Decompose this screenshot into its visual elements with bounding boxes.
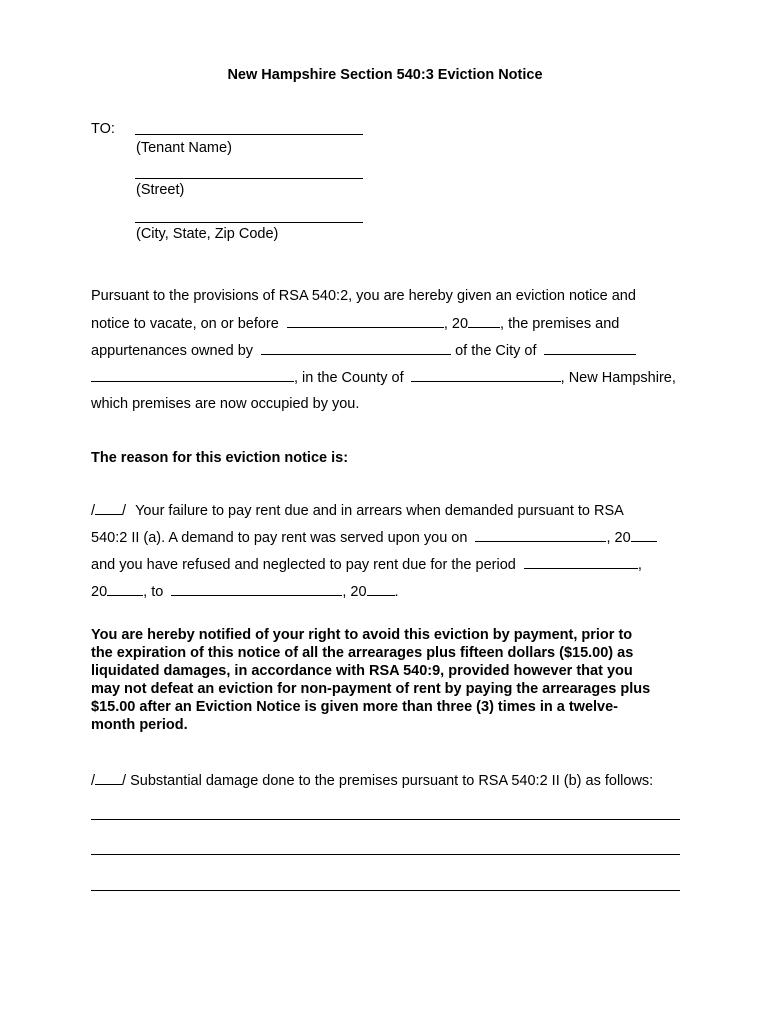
- refused-text: and you have refused and neglected to pay rent due for the period: [91, 557, 516, 573]
- new-hampshire-text: , New Hampshire,: [560, 370, 676, 386]
- demand-year-blank[interactable]: [631, 528, 657, 542]
- payment-right-notice: [91, 626, 681, 734]
- tenant-name-line[interactable]: [135, 134, 363, 135]
- demand-year-prefix: , 20: [606, 530, 631, 546]
- period-end-year-blank[interactable]: [367, 582, 395, 596]
- damage-description-line[interactable]: [91, 819, 680, 820]
- document-title: New Hampshire Section 540:3 Eviction Notice: [227, 67, 543, 83]
- notice-line: month period.: [91, 717, 188, 733]
- period-start-blank[interactable]: [524, 555, 638, 569]
- city-blank[interactable]: [544, 341, 636, 355]
- county-blank[interactable]: [411, 368, 561, 382]
- reason1-text: Your failure to pay rent due and in arrears when demanded pursuant to RSA: [135, 503, 624, 519]
- paragraph1-line1: Pursuant to the provisions of RSA 540:2, you are hereby given an eviction notice and: [91, 288, 636, 304]
- paragraph1-line3: [91, 341, 636, 360]
- demand-date-blank[interactable]: [475, 528, 606, 542]
- reason1-line3: and you have refused and neglected to pay rent due for the period ,: [91, 557, 642, 573]
- reason2-line: [91, 771, 653, 790]
- reason1-line2: [91, 528, 657, 547]
- vacate-text: notice to vacate, on or before: [91, 316, 279, 332]
- reason-heading: The reason for this eviction notice is:: [91, 450, 349, 466]
- city-state-zip-label: (City, State, Zip Code): [136, 226, 279, 242]
- tenant-name-label: (Tenant Name): [136, 140, 232, 156]
- period-end-blank[interactable]: [171, 582, 342, 596]
- notice-line: may not defeat an eviction for non-payment of rent by paying the arrearages plus: [91, 681, 651, 697]
- paragraph1-line4: [91, 368, 676, 387]
- reason2-text: Substantial damage done to the premises pursuant to RSA 540:2 II (b) as follows:: [130, 773, 654, 789]
- notice-line: $15.00 after an Eviction Notice is given more than three (3) times in a twelve-: [91, 699, 619, 715]
- notice-line: liquidated damages, in accordance with RSA 540:9, provided however that you: [91, 663, 633, 679]
- owner-blank[interactable]: [261, 341, 451, 355]
- paragraph1-line2: [91, 314, 619, 333]
- city-state-zip-line[interactable]: [135, 222, 363, 223]
- county-text: , in the County of: [294, 370, 404, 386]
- vacate-year-blank[interactable]: [468, 314, 500, 328]
- damage-description-line[interactable]: [91, 854, 680, 855]
- reason2-checkbox[interactable]: / /: [91, 773, 127, 789]
- city-continued-blank[interactable]: [91, 368, 294, 382]
- damage-description-line[interactable]: [91, 890, 680, 891]
- vacate-date-blank[interactable]: [287, 314, 444, 328]
- street-label: (Street): [136, 182, 185, 198]
- notice-line: the expiration of this notice of all the arrearages plus fifteen dollars ($15.00) as: [91, 645, 634, 661]
- notice-line: You are hereby notified of your right to avoid this eviction by payment, prior to: [91, 627, 633, 643]
- demand-text: 540:2 II (a). A demand to pay rent was served upon you on: [91, 530, 468, 546]
- year-prefix: , 20: [443, 316, 469, 332]
- premises-text: , the premises and: [500, 316, 620, 332]
- city-of-text: of the City of: [455, 343, 537, 359]
- paragraph1-line5: which premises are now occupied by you.: [91, 396, 360, 412]
- reason1-line1: [91, 501, 624, 520]
- owned-by-text: appurtenances owned by: [91, 343, 254, 359]
- street-line[interactable]: [135, 178, 363, 179]
- period-start-year-blank[interactable]: [107, 582, 143, 596]
- to-label: TO:: [91, 121, 115, 137]
- reason1-line4: 20 , to , 20 .: [91, 584, 399, 600]
- reason1-checkbox[interactable]: / /: [91, 503, 127, 519]
